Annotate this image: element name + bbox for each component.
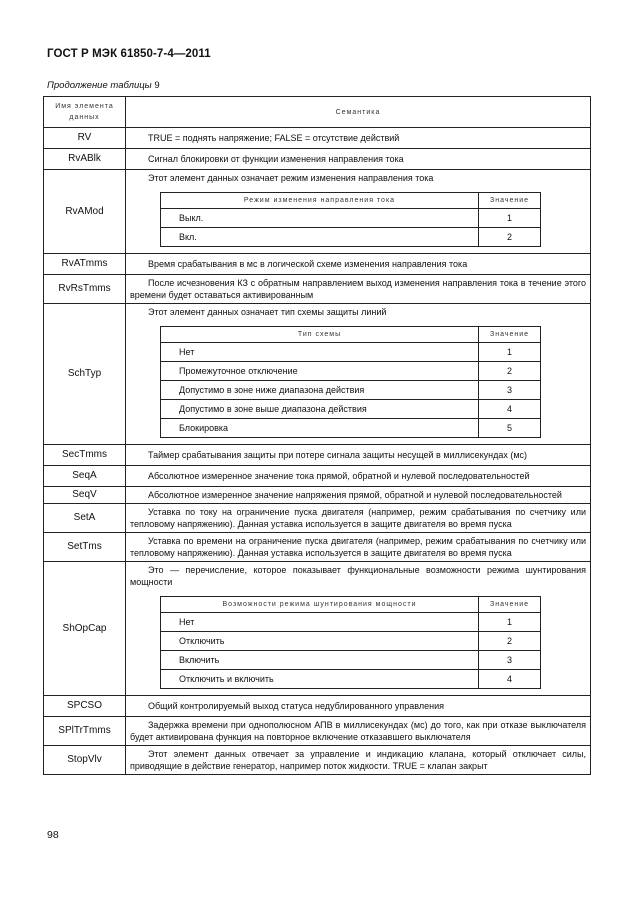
- subtable-header-value: Значение: [479, 193, 541, 209]
- row-name: SetA: [44, 504, 126, 533]
- subtable-label: Отключить: [161, 632, 479, 651]
- row-semantics: Абсолютное измеренное значение тока прямой, обратной и нулевой последовательностей: [126, 466, 591, 487]
- row-semantics-text: Этот элемент данных означает тип схемы защиты линий: [148, 307, 387, 317]
- table-row: [44, 717, 591, 746]
- row-name: SeqV: [44, 487, 126, 504]
- column-header-name: Имя элемента данных: [44, 97, 126, 128]
- table-caption: [47, 80, 160, 91]
- row-semantics-text: После исчезновения КЗ с обратным направлением выход изменения направления тока в течение этого времени будет оставаться активированным: [130, 278, 586, 300]
- subtable-label: Вкл.: [161, 228, 479, 247]
- table-row: [44, 746, 591, 775]
- caption-number: 9: [154, 80, 160, 91]
- subtable-value: 4: [479, 400, 541, 419]
- row-semantics: Общий контролируемый выход статуса недублированного управления: [126, 696, 591, 717]
- row-semantics: [126, 717, 591, 746]
- row-name: SetTms: [44, 533, 126, 562]
- subtable-row: [161, 400, 541, 419]
- row-semantics: TRUE = поднять напряжение; FALSE = отсутствие действий: [126, 128, 591, 149]
- row-semantics-text: Этот элемент данных означает режим изменения направления тока: [148, 173, 434, 183]
- subtable-value: 1: [479, 343, 541, 362]
- row-name: RvRsTmms: [44, 275, 126, 304]
- subtable-value: 2: [479, 632, 541, 651]
- row-semantics: [126, 304, 591, 445]
- subtable-row: [161, 651, 541, 670]
- subtable-value: 3: [479, 651, 541, 670]
- caption-text: Продолжение таблицы: [47, 80, 152, 91]
- subtable-value: 5: [479, 419, 541, 438]
- row-name: SPCSO: [44, 696, 126, 717]
- table-row: [44, 487, 591, 504]
- subtable-header-label: Возможности режима шунтирования мощности: [161, 597, 479, 613]
- row-semantics: [126, 562, 591, 696]
- row-semantics-text: Уставка по времени на ограничение пуска двигателя (например, режим срабатывания по счетчику или тепловому напряжению). Данная уставка используется в защите двигателя во время пуска: [130, 536, 586, 558]
- subtable-label: Допустимо в зоне ниже диапазона действия: [161, 381, 479, 400]
- table-row: [44, 275, 591, 304]
- mode-subtable: [160, 192, 541, 247]
- table-row: [44, 149, 591, 170]
- row-semantics: [126, 746, 591, 775]
- row-name: RV: [44, 128, 126, 149]
- subtable-header-value: Значение: [479, 597, 541, 613]
- subtable-header-label: Тип схемы: [161, 327, 479, 343]
- table-row: [44, 170, 591, 254]
- subtable-label: Блокировка: [161, 419, 479, 438]
- subtable-value: 1: [479, 613, 541, 632]
- subtable-label: Нет: [161, 343, 479, 362]
- row-name: SecTmms: [44, 445, 126, 466]
- table-row: [44, 304, 591, 445]
- subtable-row: [161, 381, 541, 400]
- scheme-type-subtable: [160, 326, 541, 438]
- row-name: RvAMod: [44, 170, 126, 254]
- subtable-row: [161, 670, 541, 689]
- table-row: [44, 254, 591, 275]
- row-semantics-text: Это — перечисление, которое показывает функциональные возможности режима шунтирования мощности: [130, 565, 586, 587]
- row-semantics-text: Этот элемент данных отвечает за управление и индикацию клапана, который отключает силы, приводящие в действие генератор, например поток жидкости. TRUE = клапан закрыт: [130, 749, 586, 771]
- table-header-row: [44, 97, 591, 128]
- table-row: [44, 696, 591, 717]
- subtable-row: [161, 228, 541, 247]
- subtable-label: Отключить и включить: [161, 670, 479, 689]
- row-name: SchTyp: [44, 304, 126, 445]
- subtable-label: Нет: [161, 613, 479, 632]
- subtable-row: [161, 419, 541, 438]
- subtable-label: Допустимо в зоне выше диапазона действия: [161, 400, 479, 419]
- data-elements-table: [43, 96, 591, 775]
- row-semantics: Сигнал блокировки от функции изменения направления тока: [126, 149, 591, 170]
- row-name: RvABlk: [44, 149, 126, 170]
- table-row: [44, 466, 591, 487]
- subtable-row: [161, 209, 541, 228]
- row-semantics-text: Задержка времени при однополюсном АПВ в миллисекундах (мс) до того, как при отказе выключателя будет активирована функция на повторное включение отказавшего выключателя: [130, 720, 586, 742]
- document-header: ГОСТ Р МЭК 61850-7-4—2011: [47, 48, 211, 60]
- table-row: [44, 504, 591, 533]
- table-row: [44, 445, 591, 466]
- subtable-label: Промежуточное отключение: [161, 362, 479, 381]
- subtable-row: [161, 362, 541, 381]
- table-row: [44, 128, 591, 149]
- subtable-value: 4: [479, 670, 541, 689]
- subtable-row: [161, 632, 541, 651]
- row-semantics: [126, 533, 591, 562]
- row-semantics: [126, 170, 591, 254]
- row-semantics-text: Абсолютное измеренное значение напряжения прямой, обратной и нулевой последовательностей: [148, 490, 562, 500]
- page-number: 98: [47, 829, 59, 841]
- table-row: [44, 562, 591, 696]
- subtable-row: [161, 613, 541, 632]
- subtable-label: Включить: [161, 651, 479, 670]
- column-header-semantics: Семантика: [126, 97, 591, 128]
- subtable-value: 3: [479, 381, 541, 400]
- subtable-value: 2: [479, 362, 541, 381]
- subtable-header-label: Режим изменения направления тока: [161, 193, 479, 209]
- subtable-header-value: Значение: [479, 327, 541, 343]
- row-name: SeqA: [44, 466, 126, 487]
- row-name: RvATmms: [44, 254, 126, 275]
- row-semantics: [126, 275, 591, 304]
- table-row: [44, 533, 591, 562]
- subtable-value: 1: [479, 209, 541, 228]
- row-name: StopVlv: [44, 746, 126, 775]
- row-semantics-text: Уставка по току на ограничение пуска двигателя (например, режим срабатывания по счетчику или тепловому напряжению). Данная уставка используется в защите двигателя во время пуска: [130, 507, 586, 529]
- row-name: SPlTrTmms: [44, 717, 126, 746]
- row-semantics: Время срабатывания в мс в логической схеме изменения направления тока: [126, 254, 591, 275]
- power-shunt-subtable: [160, 596, 541, 689]
- subtable-value: 2: [479, 228, 541, 247]
- row-semantics: [126, 504, 591, 533]
- subtable-row: [161, 343, 541, 362]
- subtable-label: Выкл.: [161, 209, 479, 228]
- row-name: ShOpCap: [44, 562, 126, 696]
- row-semantics: Таймер срабатывания защиты при потере сигнала защиты несущей в миллисекундах (мс): [126, 445, 591, 466]
- row-semantics: [126, 487, 591, 504]
